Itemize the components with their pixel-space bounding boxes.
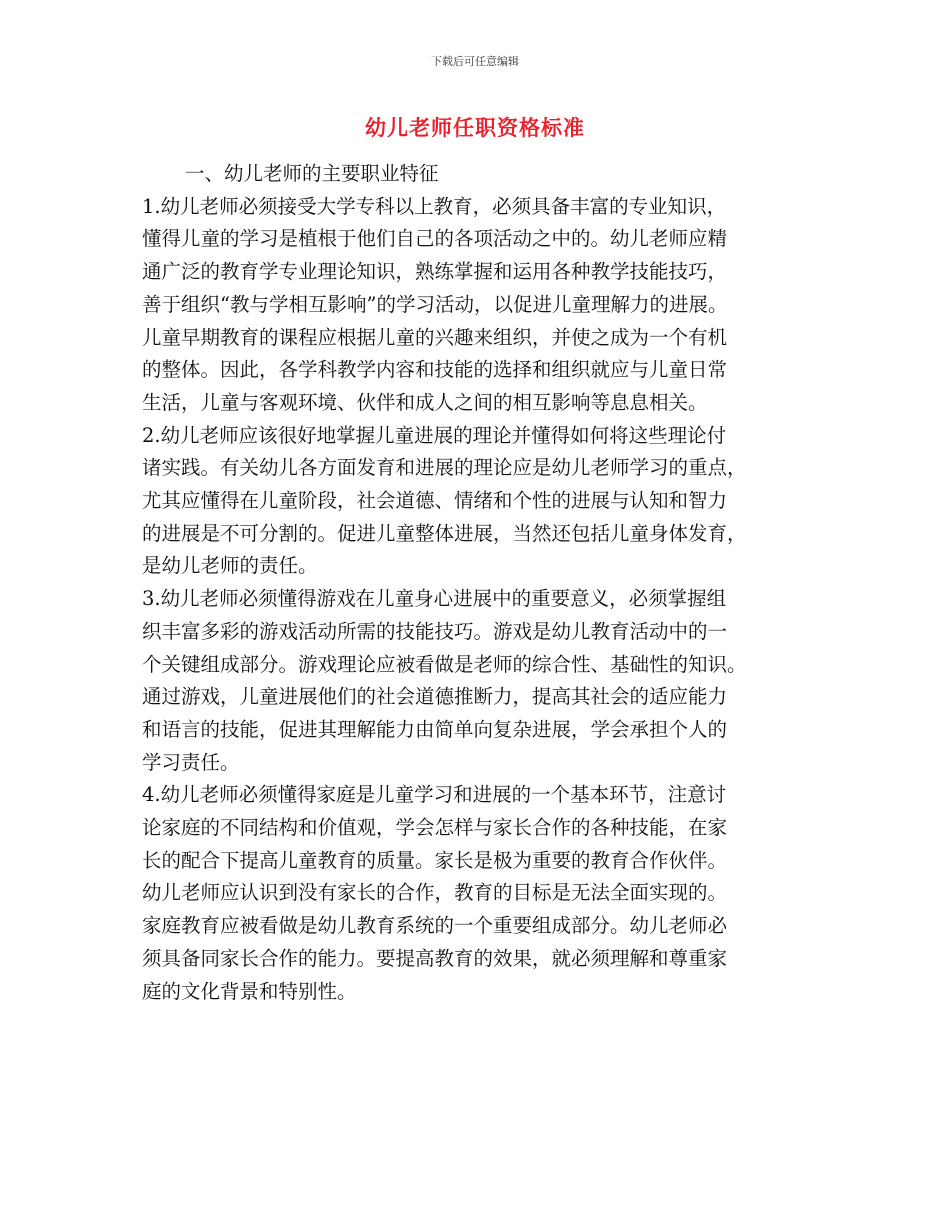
paragraph-line: 尤其应懂得在儿童阶段，社会道德、情绪和个性的进展与认知和智力 [142,489,728,513]
document-body [142,158,822,1008]
paragraph-line: 懂得儿童的学习是植根于他们自己的各项活动之中的。幼儿老师应精 [142,227,728,251]
paragraph-line: 个关键组成部分。游戏理论应被看做是老师的综合性、基础性的知识。 [142,652,747,676]
paragraph-line: 4.幼儿老师必须懂得家庭是儿童学习和进展的一个基本环节，注意讨 [142,783,727,807]
paragraph-line: 的整体。因此，各学科教学内容和技能的选择和组织就应与儿童日常 [142,358,728,382]
document-title: 幼儿老师任职资格标准 [365,116,585,140]
paragraph-line: 长的配合下提高儿童教育的质量。家长是极为重要的教育合作伙伴。 [142,848,728,872]
paragraph-line: 庭的文化背景和特别性。 [142,979,357,1003]
paragraph-line: 织丰富多彩的游戏活动所需的技能技巧。游戏是幼儿教育活动中的一 [142,619,728,643]
paragraph-line: 和语言的技能，促进其理解能力由简单向复杂进展，学会承担个人的 [142,717,728,741]
paragraph-line: 3.幼儿老师必须懂得游戏在儿童身心进展中的重要意义，必须掌握组 [142,587,727,611]
paragraph-1 [142,191,822,420]
paragraph-4 [142,779,822,1008]
paragraph-3 [142,583,822,779]
paragraph-line: 1.幼儿老师必须接受大学专科以上教育，必须具备丰富的专业知识， [142,194,727,218]
paragraph-line: 学习责任。 [142,750,240,774]
page-header-note: 下载后可任意编辑 [431,55,519,68]
paragraph-line: 论家庭的不同结构和价值观，学会怎样与家长合作的各种技能，在家 [142,816,728,840]
paragraph-line: 善于组织“教与学相互影响”的学习活动，以促进儿童理解力的进展。 [142,292,728,316]
paragraph-line: 儿童早期教育的课程应根据儿童的兴趣来组织，并使之成为一个有机 [142,325,728,349]
paragraph-list [142,191,822,1009]
paragraph-line: 的进展是不可分割的。促进儿童整体进展，当然还包括儿童身体发育， [142,521,747,545]
paragraph-line: 诸实践。有关幼儿各方面发育和进展的理论应是幼儿老师学习的重点， [142,456,747,480]
paragraph-line: 幼儿老师应认识到没有家长的合作，教育的目标是无法全面实现的。 [142,881,728,905]
paragraph-line: 2.幼儿老师应该很好地掌握儿童进展的理论并懂得如何将这些理论付 [142,423,727,447]
paragraph-line: 家庭教育应被看做是幼儿教育系统的一个重要组成部分。幼儿老师必 [142,914,728,938]
paragraph-line: 须具备同家长合作的能力。要提高教育的效果，就必须理解和尊重家 [142,946,728,970]
paragraph-line: 通过游戏，儿童进展他们的社会道德推断力，提高其社会的适应能力 [142,685,728,709]
paragraph-line: 生活，儿童与客观环境、伙伴和成人之间的相互影响等息息相关。 [142,390,708,414]
paragraph-line: 是幼儿老师的责任。 [142,554,318,578]
paragraph-2 [142,420,822,584]
paragraph-line: 通广泛的教育学专业理论知识，熟练掌握和运用各种教学技能技巧， [142,260,728,284]
section-heading: 一、幼儿老师的主要职业特征 [185,162,439,185]
